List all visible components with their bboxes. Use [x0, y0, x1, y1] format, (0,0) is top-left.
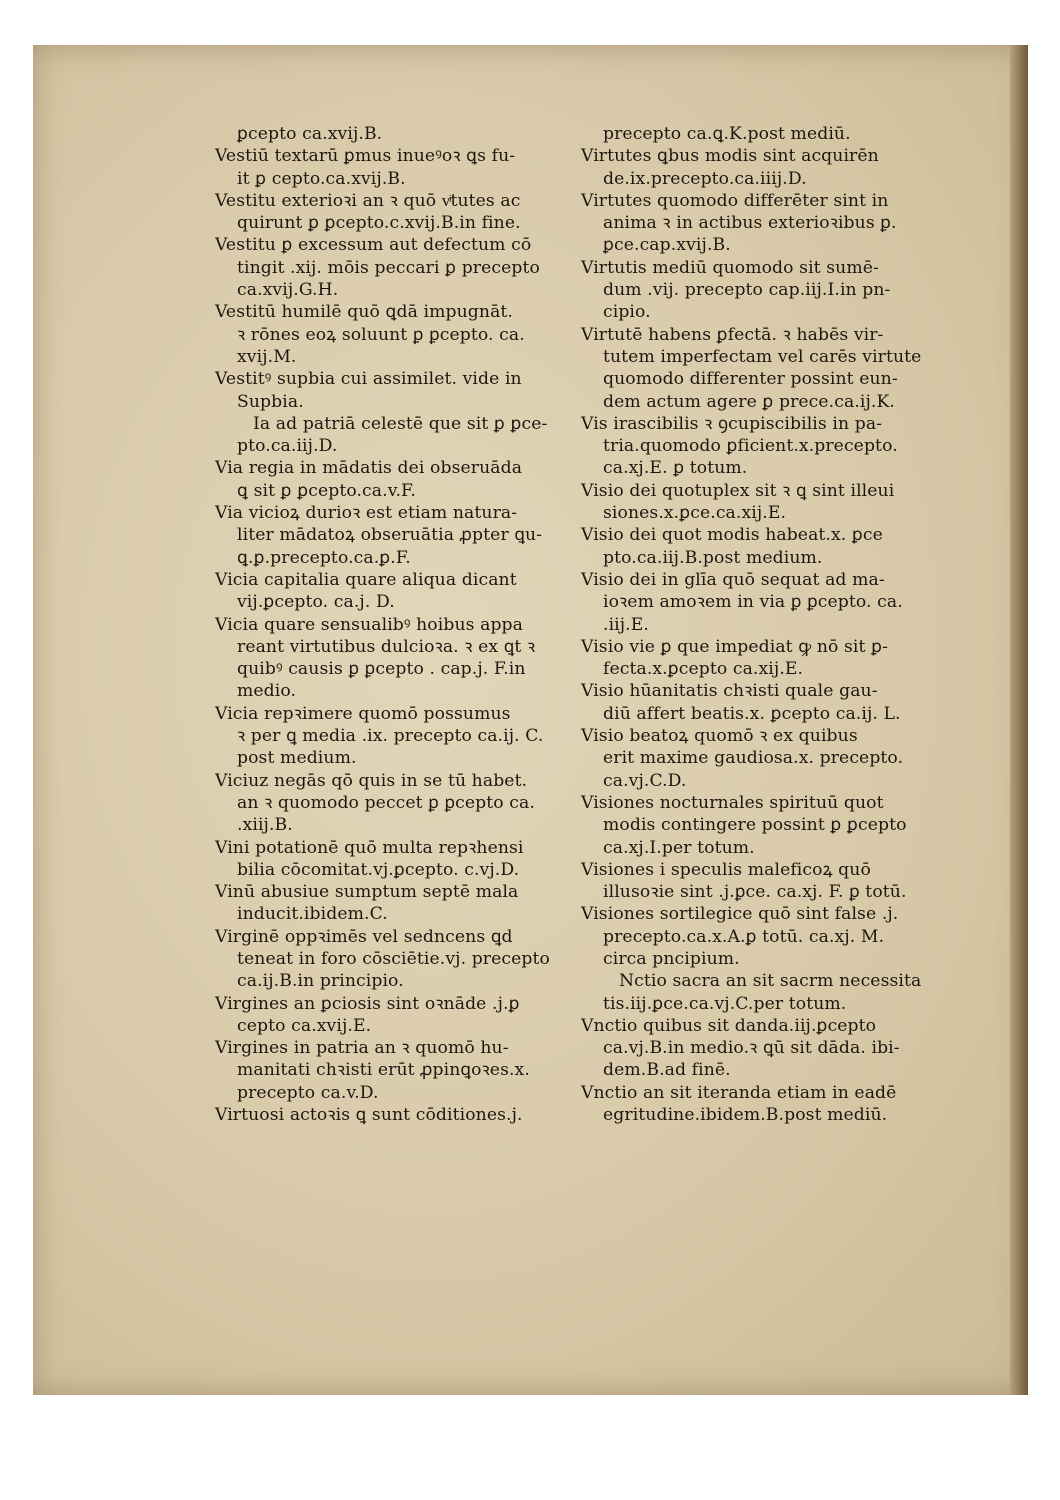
index-line: manitati chꝛisti erūt ꝓpinꝗoꝛes.x.	[237, 1060, 530, 1081]
index-line: Visio beatoꝝ quomō ꝛ ex quibus	[581, 726, 858, 747]
index-line: Vis irascibilis ꝛ ꝯcupiscibilis in pa-	[581, 413, 883, 434]
index-line: Viciuz negās qō quis in se tū habet.	[215, 770, 528, 791]
index-line: Virtutes quomodo differēter sint in	[581, 190, 889, 211]
index-line: quibꝰ causis ꝑ ꝑcepto . cap.j. F.in	[237, 659, 526, 680]
index-line: Visio dei quotuplex sit ꝛ ꝗ sint illeui	[581, 480, 895, 501]
index-line: Visiones nocturnales spirituū quot	[581, 792, 884, 813]
index-line: Ia ad patriā celestē que sit ꝑ ꝑce-	[253, 413, 548, 434]
index-line: tingit .xij. mōis peccari ꝑ precepto	[237, 257, 540, 278]
index-line: ioꝛem amoꝛem in via ꝑ ꝑcepto. ca.	[603, 592, 903, 613]
index-line: Supbia.	[237, 391, 304, 412]
index-line: liter mādatoꝝ obseruātia ꝓpter ꝗu-	[237, 525, 543, 546]
index-line: precepto ca.ꝗ.K.post mediū.	[603, 124, 851, 144]
index-line: Vicia quare sensualibꝰ hoibus appa	[215, 614, 524, 635]
index-line: Nctio sacra an sit sacrm necessita	[619, 971, 922, 992]
index-line: quomodo differenter possint eun-	[603, 369, 898, 390]
book-page	[33, 45, 1028, 1395]
index-line: ca.xj.I.per totum.	[603, 837, 755, 858]
book-binding-edge	[1010, 45, 1028, 1395]
index-line: quirunt ꝑ ꝑcepto.c.xvij.B.in fine.	[237, 213, 521, 234]
index-line: Visiones i speculis maleficoꝝ quō	[581, 859, 871, 880]
index-line: post medium.	[237, 748, 357, 769]
index-line: illusoꝛie sint .j.ꝑce. ca.xj. F. ꝑ totū.	[603, 882, 907, 903]
index-line: ꝑcepto ca.xvij.B.	[237, 124, 383, 144]
index-line: circa pncipium.	[603, 948, 740, 969]
index-line: Via regia in mādatis dei obseruāda	[215, 458, 523, 479]
left-column	[215, 123, 555, 1126]
index-line: cipio.	[603, 302, 651, 323]
right-column	[581, 123, 926, 1126]
index-line: Via vicioꝝ durioꝛ est etiam natura-	[215, 503, 518, 524]
index-line: erit maxime gaudiosa.x. precepto.	[603, 748, 904, 769]
index-line: ꝗ.ꝑ.precepto.ca.ꝑ.F.	[237, 547, 411, 568]
index-line: Vestitu exterioꝛi an ꝛ quō vͥtutes ac	[215, 190, 521, 211]
index-line: it ꝑ cepto.ca.xvij.B.	[237, 168, 406, 189]
index-line: medio.	[237, 681, 297, 702]
index-line: Virtutes ꝗbus modis sint acquirēn	[581, 146, 879, 167]
index-line: ca.vj.C.D.	[603, 770, 687, 791]
index-line: precepto.ca.x.A.ꝑ totū. ca.xj. M.	[603, 926, 885, 947]
index-line: ꝗ sit ꝑ ꝑcepto.ca.v.F.	[237, 480, 416, 501]
index-line: Vnctio an sit iteranda etiam in eadē	[581, 1082, 897, 1103]
index-line: Vestitꝰ supbia cui assimilet. vide in	[215, 369, 522, 390]
index-line: vij.ꝑcepto. ca.j. D.	[237, 592, 395, 613]
index-line: ꝛ per ꝗ media .ix. precepto ca.ij. C.	[237, 726, 544, 747]
index-line: Virtutis mediū quomodo sit sumē-	[581, 257, 879, 278]
index-line: anima ꝛ in actibus exterioꝛibus ꝑ.	[603, 213, 897, 234]
index-line: ca.vj.B.in medio.ꝛ ꝗū sit dāda. ibi-	[603, 1038, 900, 1059]
index-line: Vicia repꝛimere quomō possumus	[215, 703, 511, 724]
index-line: Vestiū textarū ꝑmus inueꝰoꝛ ꝗs fu-	[215, 146, 516, 167]
index-line: Visio dei in glīa quō sequat ad ma-	[581, 569, 885, 590]
index-line: Visio vie ꝑ que impediat ꝙ nō sit ꝑ-	[581, 636, 888, 657]
index-line: ca.xj.E. ꝑ totum.	[603, 458, 748, 479]
index-line: bilia cōcomitat.vj.ꝑcepto. c.vj.D.	[237, 859, 520, 880]
index-line: teneat in foro cōsciētie.vj. precepto	[237, 948, 550, 969]
index-line: Virtuosi actoꝛis ꝗ sunt cōditiones.j.	[215, 1105, 523, 1126]
index-line: ꝑce.cap.xvij.B.	[603, 235, 731, 256]
index-line: inducit.ibidem.C.	[237, 904, 388, 925]
index-line: Vnctio quibus sit danda.iij.ꝑcepto	[581, 1015, 877, 1036]
index-line: pto.ca.iij.B.post medium.	[603, 547, 823, 568]
index-line: diū affert beatis.x. ꝑcepto ca.ij. L.	[603, 703, 901, 724]
index-line: ꝛ rōnes eoꝝ soluunt ꝑ ꝑcepto. ca.	[237, 324, 525, 345]
index-line: dem actum agere ꝑ prece.ca.ij.K.	[603, 391, 895, 412]
index-line: Virgines an ꝑciosis sint oꝛnāde .j.ꝑ	[215, 993, 520, 1014]
index-line: pto.ca.iij.D.	[237, 436, 338, 457]
index-line: Vestitū humilē quō ꝗdā impugnāt.	[215, 302, 513, 323]
index-line: Visiones sortilegice quō sint false .j.	[581, 904, 899, 925]
index-line: cepto ca.xvij.E.	[237, 1015, 372, 1036]
index-line: Visio hūanitatis chꝛisti quale gau-	[581, 681, 878, 702]
index-line: dem.B.ad finē.	[603, 1060, 731, 1081]
index-line: an ꝛ quomodo peccet ꝑ ꝑcepto ca.	[237, 792, 535, 813]
index-line: fecta.x.ꝑcepto ca.xij.E.	[603, 659, 804, 680]
index-line: ca.ij.B.in principio.	[237, 971, 404, 992]
index-line: tria.quomodo ꝑficient.x.precepto.	[603, 436, 898, 457]
index-line: Vestitu ꝑ excessum aut defectum cō	[215, 235, 532, 256]
index-line: .iij.E.	[603, 614, 649, 635]
index-line: siones.x.ꝑce.ca.xij.E.	[603, 503, 787, 524]
index-line: Vini potationē quō multa repꝛhensi	[215, 837, 524, 858]
index-line: ca.xvij.G.H.	[237, 280, 339, 301]
index-line: dum .vij. precepto cap.iij.I.in pn-	[603, 280, 891, 301]
index-line: Virgines in patria an ꝛ quomō hu-	[215, 1038, 509, 1059]
index-line: Virginē oppꝛimēs vel sedncens ꝗd	[215, 926, 513, 947]
index-line: xvij.M.	[237, 346, 297, 367]
index-line: Vinū abusiue sumptum septē mala	[215, 882, 519, 903]
index-line: precepto ca.v.D.	[237, 1082, 379, 1103]
index-line: modis contingere possint ꝑ ꝑcepto	[603, 815, 907, 836]
index-line: Virtutē habens ꝑfectā. ꝛ habēs vir-	[581, 324, 884, 345]
index-line: .xiij.B.	[237, 815, 293, 836]
index-line: tis.iij.ꝑce.ca.vj.C.per totum.	[603, 993, 847, 1014]
index-line: de.ix.precepto.ca.iiij.D.	[603, 168, 807, 189]
index-line: Vicia capitalia quare aliqua dicant	[215, 569, 517, 590]
index-line: reant virtutibus dulcioꝛa. ꝛ ex ꝗt ꝛ	[237, 636, 536, 657]
index-line: egritudine.ibidem.B.post mediū.	[603, 1105, 888, 1126]
index-line: Visio dei quot modis habeat.x. ꝑce	[581, 525, 883, 546]
index-line: tutem imperfectam vel carēs virtute	[603, 346, 922, 367]
